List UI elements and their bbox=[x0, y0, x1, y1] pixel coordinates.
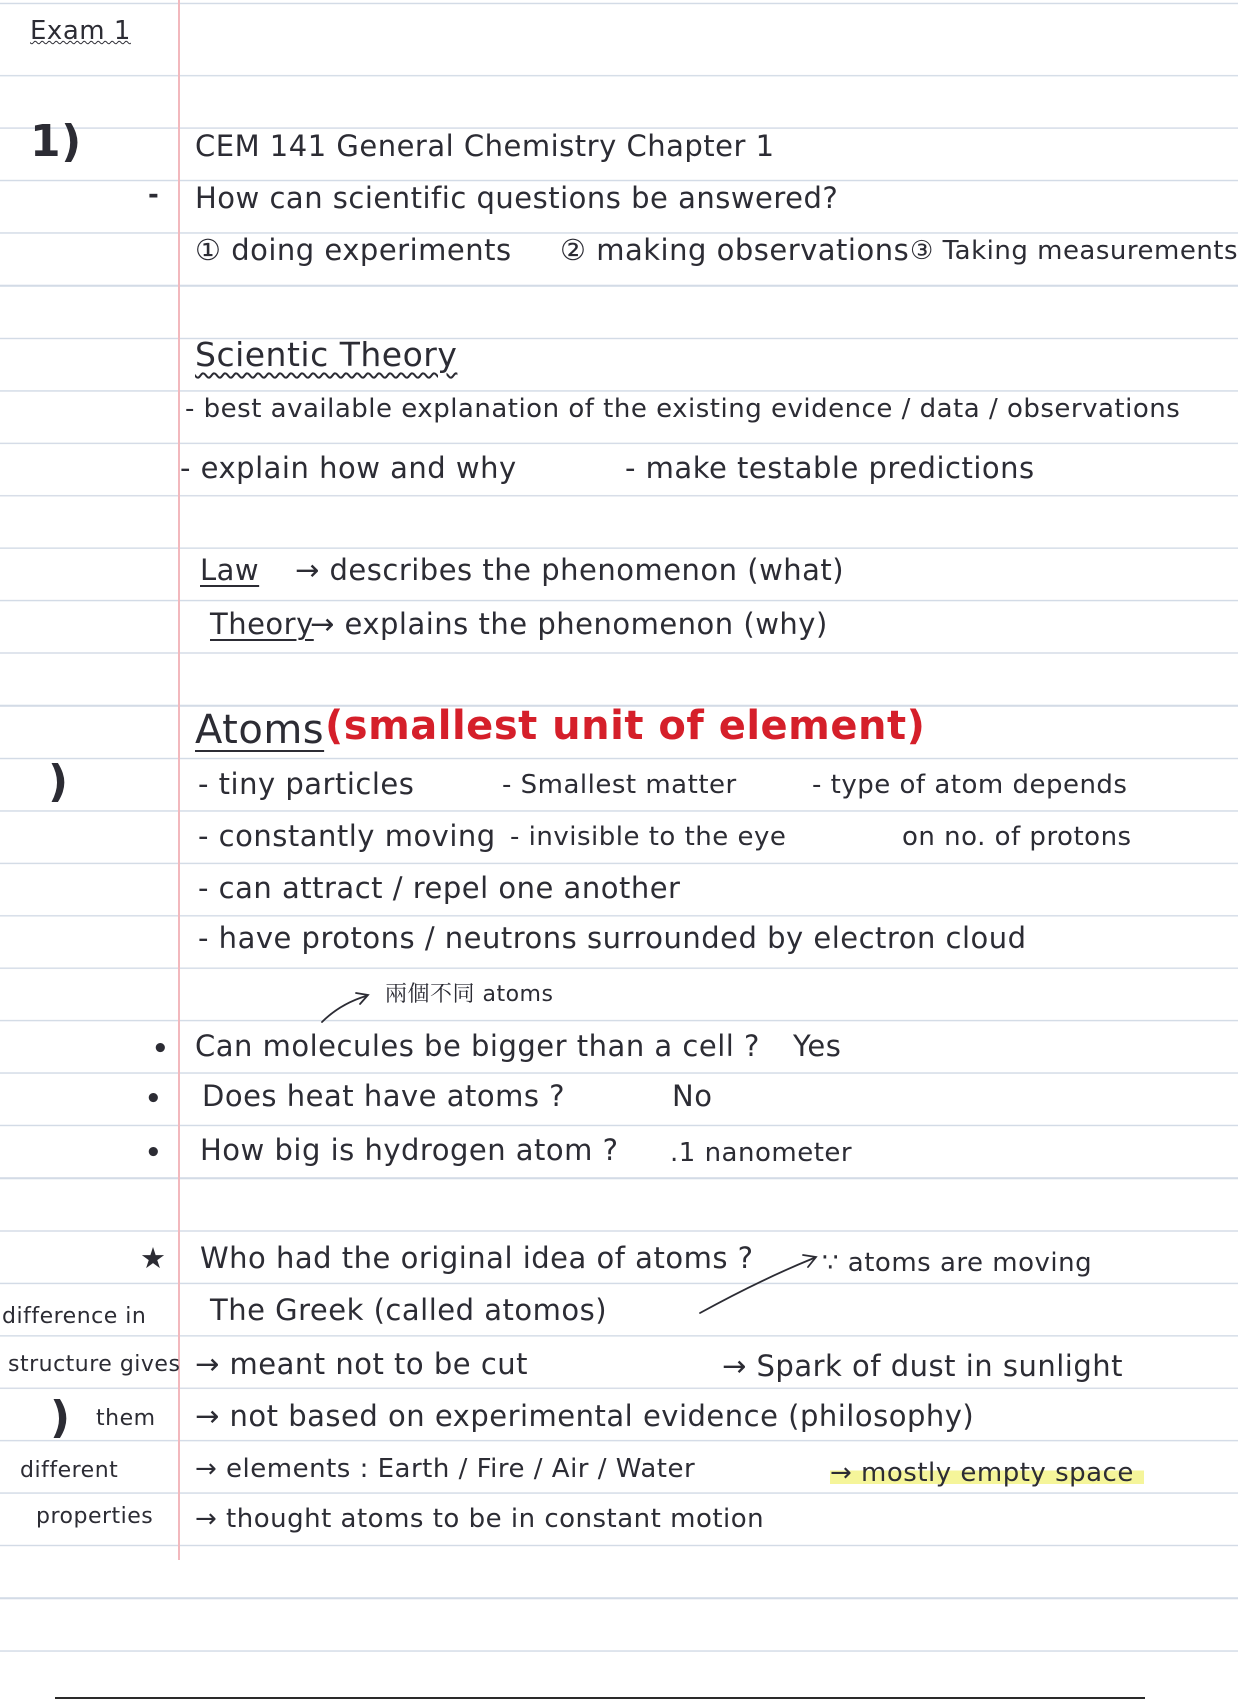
answer-measurements: ③ Taking measurements bbox=[910, 236, 1238, 266]
theory-label: Theory bbox=[210, 607, 314, 641]
exam-label: Exam 1 bbox=[30, 16, 131, 46]
answer-experiments: ① doing experiments bbox=[195, 233, 512, 267]
atoms-bullet-protons: on no. of protons bbox=[902, 822, 1132, 852]
qa-question-2: Does heat have atoms ? bbox=[202, 1079, 566, 1113]
history-answer: The Greek (called atomos) bbox=[210, 1293, 608, 1327]
margin-paren: ) bbox=[50, 1392, 71, 1443]
atoms-bullet-smallest: - Smallest matter bbox=[502, 770, 737, 800]
question-line: How can scientific questions be answered? bbox=[195, 181, 839, 215]
course-line: CEM 141 General Chemistry Chapter 1 bbox=[195, 129, 775, 163]
history-point-4: → thought atoms to be in constant motion bbox=[195, 1504, 765, 1534]
atoms-side-mark: ) bbox=[48, 756, 69, 807]
qa-answer-2: No bbox=[672, 1079, 713, 1113]
qa-bullet-3: • bbox=[145, 1138, 163, 1168]
qa-question-1: Can molecules be bigger than a cell ? bbox=[195, 1029, 760, 1063]
atoms-bullet-moving: - constantly moving bbox=[198, 819, 496, 853]
history-question: Who had the original idea of atoms ? bbox=[200, 1241, 754, 1275]
history-point-1: → meant not to be cut bbox=[195, 1347, 529, 1381]
theory-line-1: - best available explanation of the existing evidence / data / observations bbox=[185, 394, 1181, 424]
atoms-bullet-protons-neutrons: - have protons / neutrons surrounded by electron cloud bbox=[198, 921, 1027, 955]
atoms-bullet-tiny: - tiny particles bbox=[198, 767, 415, 801]
theory-line-2-left: - explain how and why bbox=[180, 451, 517, 485]
atoms-subtitle: (smallest unit of element) bbox=[325, 703, 926, 749]
atoms-bullet-type: - type of atom depends bbox=[812, 770, 1128, 800]
bottom-rule bbox=[55, 1697, 1145, 1699]
answer-observations: ② making observations bbox=[560, 233, 910, 267]
qa-answer-1: Yes bbox=[793, 1029, 842, 1063]
history-point-2: → not based on experimental evidence (philosophy) bbox=[195, 1399, 975, 1433]
arrow-to-annotation bbox=[322, 996, 366, 1022]
history-aside-note: ∵ atoms are moving bbox=[822, 1248, 1093, 1278]
margin-note-3: them bbox=[96, 1406, 156, 1431]
law-label: Law bbox=[200, 553, 260, 587]
atoms-bullet-attract: - can attract / repel one another bbox=[198, 871, 681, 905]
history-right-note-1: → Spark of dust in sunlight bbox=[722, 1349, 1123, 1383]
atoms-bullet-invisible: - invisible to the eye bbox=[510, 822, 787, 852]
margin-note-1: difference in bbox=[2, 1304, 147, 1329]
law-text: → describes the phenomenon (what) bbox=[295, 553, 845, 587]
history-right-note-2: → mostly empty space bbox=[830, 1460, 1144, 1486]
star-icon: ★ bbox=[140, 1241, 167, 1275]
theory-text: → explains the phenomenon (why) bbox=[310, 607, 828, 641]
qa-answer-3: .1 nanometer bbox=[670, 1138, 853, 1168]
margin-note-4: different bbox=[20, 1458, 119, 1483]
history-point-3: → elements : Earth / Fire / Air / Water bbox=[195, 1454, 696, 1484]
arrow-to-aside-note bbox=[700, 1258, 814, 1313]
margin-note-2: structure gives bbox=[8, 1352, 181, 1377]
theory-line-2-right: - make testable predictions bbox=[625, 451, 1035, 485]
qa-bullet-1: • bbox=[152, 1034, 170, 1064]
bullet-dash: - bbox=[148, 180, 160, 210]
qa-bullet-2: • bbox=[145, 1084, 163, 1114]
qa-question-3: How big is hydrogen atom ? bbox=[200, 1133, 619, 1167]
scientific-theory-heading: Scientic Theory bbox=[195, 335, 458, 374]
qa-annotation: 兩個不同 atoms bbox=[385, 982, 554, 1007]
atoms-title: Atoms bbox=[195, 707, 325, 753]
section-number: 1) bbox=[30, 116, 82, 167]
margin-note-5: properties bbox=[36, 1504, 154, 1529]
